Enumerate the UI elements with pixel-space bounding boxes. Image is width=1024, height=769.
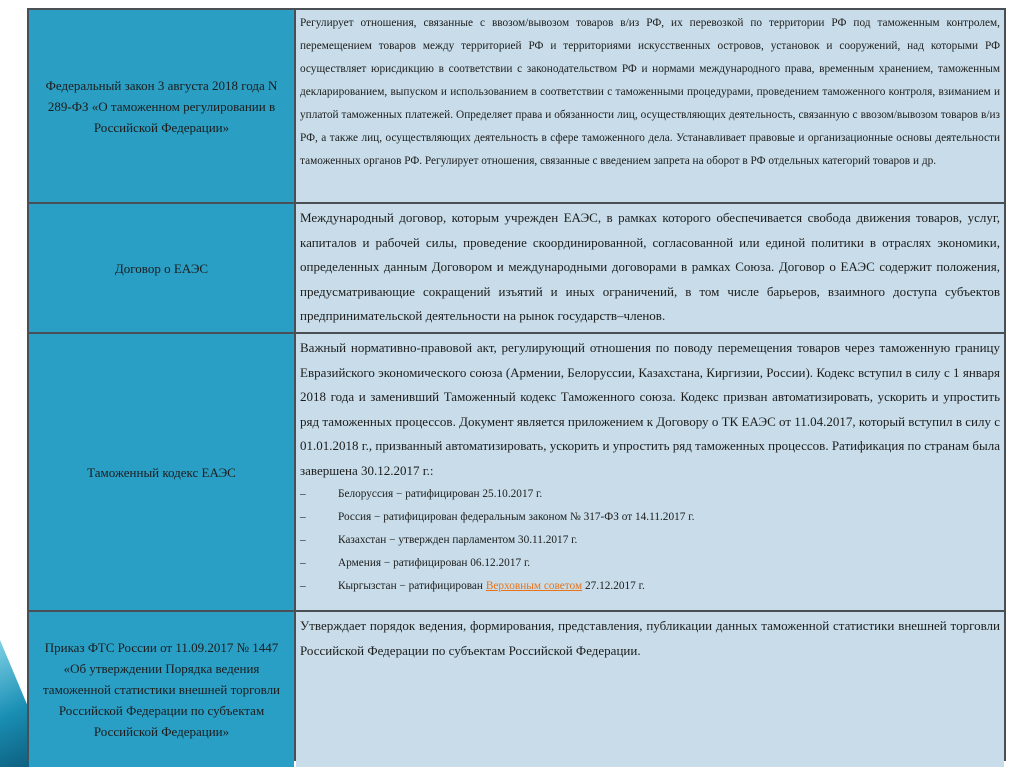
list-item-text: 27.12.2017 г. bbox=[582, 580, 645, 592]
act-description-cell bbox=[296, 334, 1004, 610]
list-item-text: Россия − ратифицирован федеральным законом № 317-ФЗ от 14.11.2017 г. bbox=[338, 511, 695, 523]
list-item: – Казахстан − утвержден парламентом 30.11.2017 г. bbox=[300, 534, 578, 546]
act-name-line: «Об утверждении Порядка ведения таможенной статистики внешней торговли Российской Федерации по субъектам Российской Федерации» bbox=[42, 661, 281, 739]
list-item-text: Белоруссия − ратифицирован 25.10.2017 г. bbox=[338, 488, 543, 500]
list-item: – Кыргызстан − ратифицирован Верховным советом 27.12.2017 г. bbox=[300, 580, 645, 592]
act-name-cell: Таможенный кодекс ЕАЭС bbox=[29, 334, 294, 610]
table-row bbox=[29, 204, 1004, 332]
act-description-text: Важный нормативно-правовой акт, регулирующий отношения по поводу перемещения товаров через таможенную границу Евразийского экономического союза (Армении, Белоруссии, Казахстана, Киргизии, России). Кодекс вступил в силу с 1 января 2018 года и заменивший Таможенный кодекс Таможенного союза. Кодекс призван автоматизировать, ускорить и упростить ряд таможенных процессов. Документ является приложением к Договору о ТК ЕАЭС от 11.04.2017, который вступил в силу с 01.01.2018 г., призванный автоматизировать, ускорить и упростить ряд таможенных процессов. Ратификация по странам была завершена 30.12.2017 г.: bbox=[300, 340, 1000, 478]
act-name-cell: Договор о ЕАЭС bbox=[29, 204, 294, 332]
table-row bbox=[29, 10, 1004, 202]
supreme-council-link[interactable]: Верховным советом bbox=[485, 580, 583, 592]
legal-acts-table bbox=[27, 8, 1006, 769]
table-row bbox=[29, 612, 1004, 767]
act-name-line: Приказ ФТС России от 11.09.2017 № 1447 bbox=[44, 640, 279, 655]
list-item-text: Кыргызстан − ратифицирован bbox=[338, 580, 486, 592]
list-item: – Белоруссия − ратифицирован 25.10.2017 г. bbox=[300, 488, 543, 500]
table-row bbox=[29, 334, 1004, 610]
list-item-text: Казахстан − утвержден парламентом 30.11.2017 г. bbox=[338, 534, 578, 546]
list-item-text: Армения − ратифицирован 06.12.2017 г. bbox=[338, 557, 531, 569]
act-description-cell: Международный договор, которым учрежден ЕАЭС, в рамках которого обеспечивается свобода движения товаров, услуг, капиталов и рабочей силы, проведение скоординированной, согласованной или единой политики в отраслях экономики, определенных данным Договором и международными договорами в рамках Союза. Договор о ЕАЭС содержит положения, предусматривающие сокращений изъятий и иных ограничений, в том числе барьеров, взаимного доступа субъектов предпринимательской деятельности на рынок государств–членов. bbox=[296, 204, 1004, 332]
act-description-cell: Утверждает порядок ведения, формирования, представления, публикации данных таможенной статистики внешней торговли Российской Федерации по субъектам Российской Федерации. bbox=[296, 612, 1004, 767]
act-name-cell: Федеральный закон 3 августа 2018 года N 289-ФЗ «О таможенном регулировании в Российской Федерации» bbox=[29, 10, 294, 202]
list-item: – Россия − ратифицирован федеральным законом № 317-ФЗ от 14.11.2017 г. bbox=[300, 511, 695, 523]
act-description-cell: Регулирует отношения, связанные с ввозом/вывозом товаров в/из РФ, их перевозкой по территории РФ под таможенным контролем, перемещением товаров между территорией РФ и территориями искусственных островов, установок и сооружений, над которыми РФ осуществляет юрисдикцию в соответствии с законодательством РФ и нормами международного права, временным хранением, таможенным декларированием, выпуском и использованием в соответствии с таможенными процедурами, проведением таможенного контроля, взиманием и уплатой таможенных платежей. Определяет права и обязанности лиц, осуществляющих деятельность, связанную с ввозом/вывозом товаров в/из РФ, а также лиц, осуществляющих деятельность в сфере таможенного дела. Устанавливает правовые и организационные основы деятельности таможенных органов РФ. Регулирует отношения, связанные с введением запрета на оборот в РФ отдельных категорий товаров и др. bbox=[296, 10, 1004, 202]
ratification-list bbox=[300, 483, 1000, 598]
list-item: – Армения − ратифицирован 06.12.2017 г. bbox=[300, 557, 531, 569]
act-name-cell bbox=[29, 612, 294, 767]
